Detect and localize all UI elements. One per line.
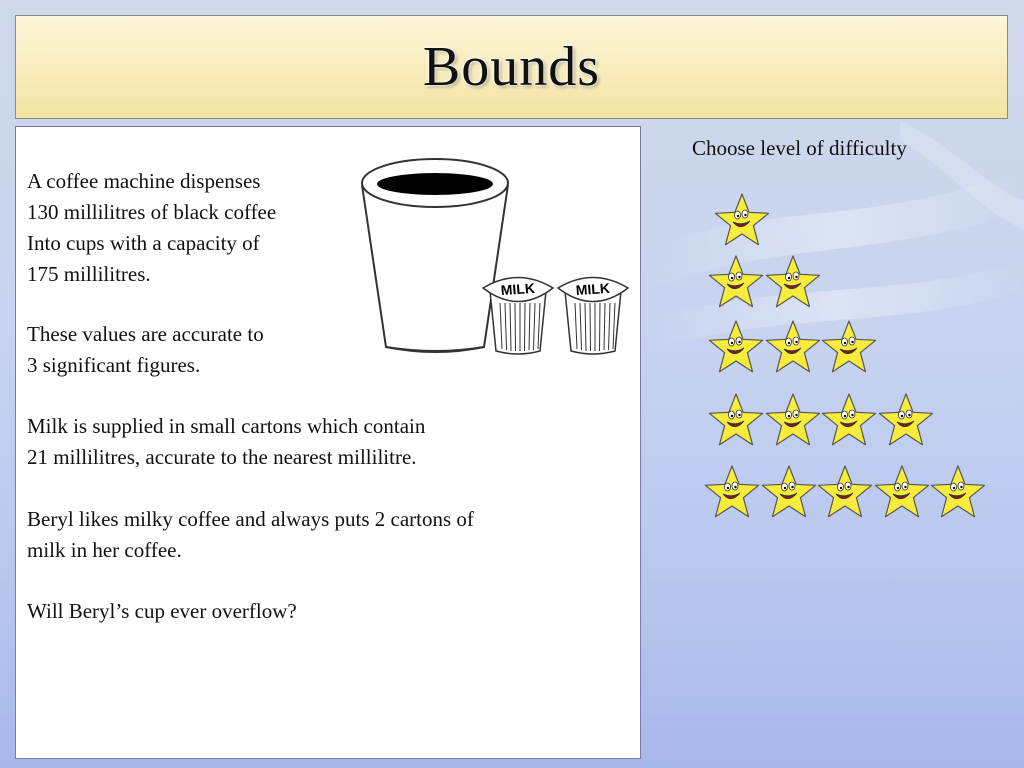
milk-carton-illustration bbox=[555, 273, 631, 357]
problem-beryl bbox=[27, 504, 474, 566]
intro-line: 175 millilitres. bbox=[27, 262, 151, 286]
smiley-star-icon[interactable] bbox=[702, 462, 762, 522]
accuracy-line: 3 significant figures. bbox=[27, 353, 201, 377]
smiley-star-icon[interactable] bbox=[759, 462, 819, 522]
smiley-star-icon[interactable] bbox=[815, 462, 875, 522]
smiley-star-icon[interactable] bbox=[706, 317, 766, 377]
question-line: Will Beryl’s cup ever overflow? bbox=[27, 599, 297, 623]
milk-line: 21 millilitres, accurate to the nearest millilitre. bbox=[27, 445, 417, 469]
problem-accuracy bbox=[27, 319, 264, 381]
title-banner bbox=[15, 15, 1008, 119]
problem-intro bbox=[27, 166, 276, 290]
smiley-star-icon[interactable] bbox=[819, 390, 879, 450]
smiley-star-icon[interactable] bbox=[928, 462, 988, 522]
accuracy-line: These values are accurate to bbox=[27, 322, 264, 346]
slide-title: Bounds bbox=[422, 36, 601, 98]
smiley-star-icon[interactable] bbox=[763, 317, 823, 377]
milk-line: Milk is supplied in small cartons which contain bbox=[27, 414, 426, 438]
beryl-line: milk in her coffee. bbox=[27, 538, 182, 562]
beryl-line: Beryl likes milky coffee and always puts 2 cartons of bbox=[27, 507, 474, 531]
smiley-star-icon[interactable] bbox=[706, 390, 766, 450]
smiley-star-icon[interactable] bbox=[819, 317, 879, 377]
smiley-star-icon[interactable] bbox=[763, 252, 823, 312]
problem-milk bbox=[27, 411, 425, 473]
milk-carton-label: MILK bbox=[575, 279, 611, 299]
intro-line: A coffee machine dispenses bbox=[27, 169, 261, 193]
smiley-star-icon[interactable] bbox=[706, 252, 766, 312]
smiley-star-icon[interactable] bbox=[763, 390, 823, 450]
problem-panel bbox=[15, 126, 641, 759]
smiley-star-icon[interactable] bbox=[712, 190, 772, 250]
milk-carton-illustration bbox=[480, 273, 556, 357]
milk-carton-label: MILK bbox=[500, 279, 536, 299]
smiley-star-icon[interactable] bbox=[872, 462, 932, 522]
difficulty-label: Choose level of difficulty bbox=[692, 136, 907, 160]
smiley-star-icon[interactable] bbox=[876, 390, 936, 450]
intro-line: Into cups with a capacity of bbox=[27, 231, 260, 255]
intro-line: 130 millilitres of black coffee bbox=[27, 200, 277, 224]
problem-question bbox=[27, 596, 297, 627]
